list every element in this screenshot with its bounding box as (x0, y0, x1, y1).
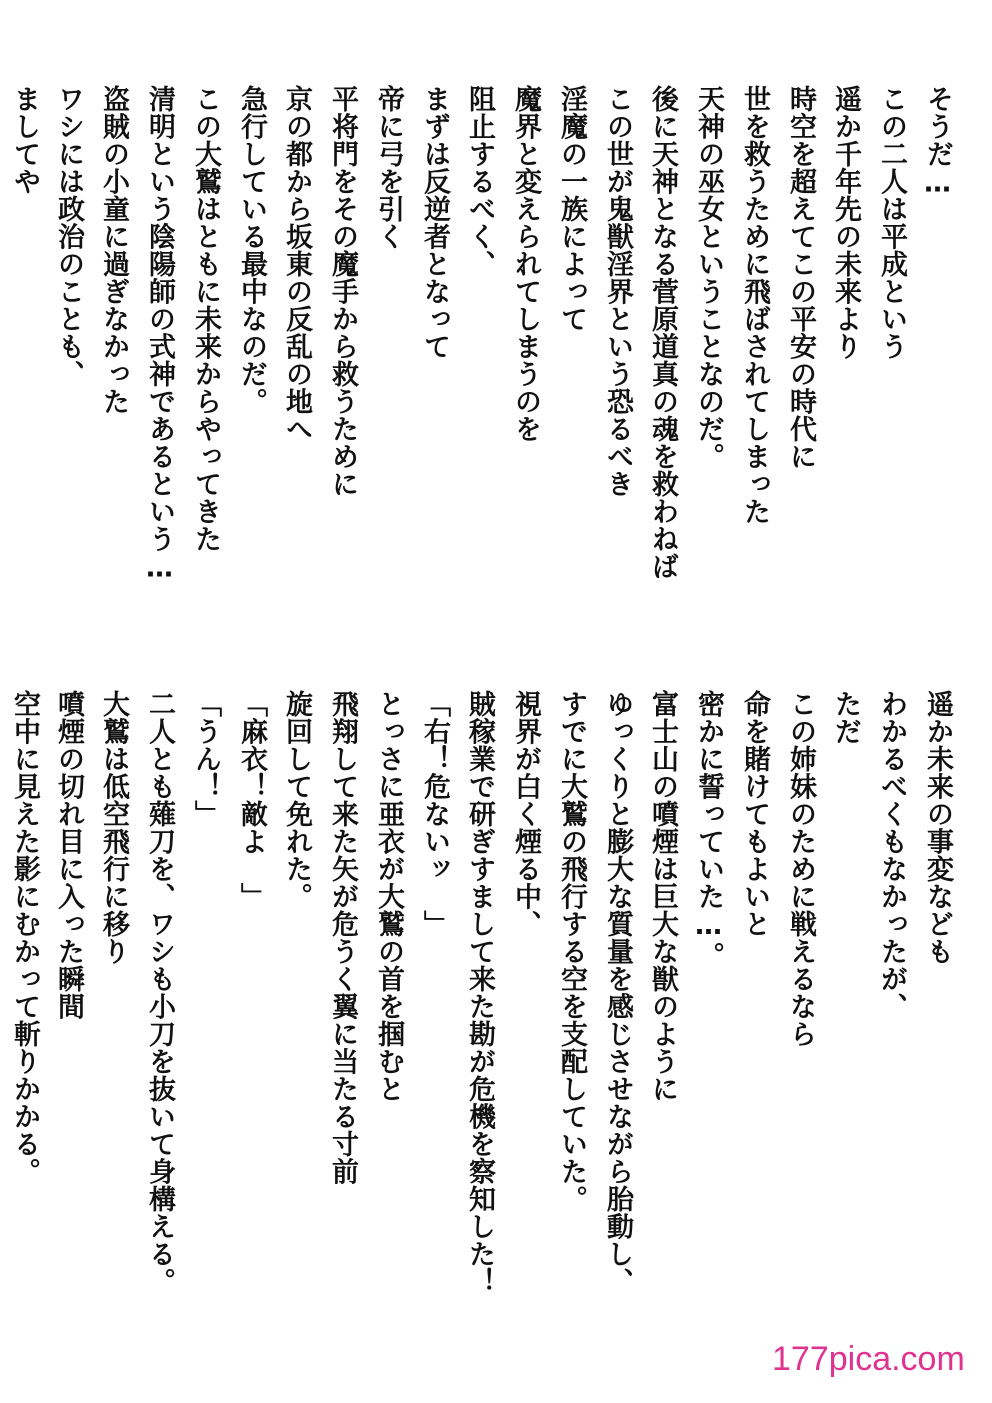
text-column: 飛翔して来た矢が危うく翼に当たる寸前 (327, 690, 358, 1185)
text-column: 遥か未来の事変なども (922, 690, 953, 965)
text-column: 後に天神となる菅原道真の魂を救わねば (647, 85, 678, 580)
text-column: 富士山の噴煙は巨大な獣のように (647, 690, 678, 1103)
text-column: 視界が白く煙る中、 (510, 690, 541, 938)
text-column: わかるべくもなかったが、 (876, 690, 907, 1020)
text-column: ワシには政治のことも、 (53, 85, 84, 388)
text-column: 遥か千年先の未来より (830, 85, 861, 360)
text-column: そうだ… (922, 85, 953, 199)
text-column: 賊稼業で研ぎすまして来た勘が危機を察知した！ (464, 690, 495, 1295)
text-column: 平将門をその魔手から救うために (327, 85, 358, 498)
text-column: とっさに亜衣が大鷲の首を掴むと (373, 690, 404, 1103)
text-column: 「右！危ないッ 」 (419, 690, 450, 938)
text-column: ただ (830, 690, 861, 745)
text-column: 時空を超えてこの平安の時代に (785, 85, 816, 470)
text-column: この二人は平成という (876, 85, 907, 360)
text-column: この世が鬼獣淫界という恐るべき (602, 85, 633, 498)
text-column: 魔界と変えられてしまうのを (510, 85, 541, 443)
text-column: ましてや (9, 85, 40, 195)
text-column: 京の都から坂東の反乱の地へ (281, 85, 312, 443)
text-column: 淫魔の一族によって (556, 85, 587, 333)
text-column: 盗賊の小童に過ぎなかった (98, 85, 129, 415)
text-column: 二人とも薙刀を、ワシも小刀を抜いて身構える。 (144, 690, 175, 1295)
text-column: この大鷲はともに未来からやってきた (190, 85, 221, 553)
text-column: 大鷲は低空飛行に移り (98, 690, 129, 965)
text-column: 世を救うために飛ばされてしまった (739, 85, 770, 525)
text-column: 「麻衣！敵よ 」 (236, 690, 267, 910)
text-column: 清明という陰陽師の式神であるという… (144, 85, 175, 584)
text-column: 帝に弓を引く (373, 85, 404, 250)
site-watermark: 177pica.com (772, 1340, 965, 1378)
text-column: この姉妹のために戦えるなら (785, 690, 816, 1048)
text-column: 「うん！」 (190, 690, 221, 828)
text-column: 急行している最中なのだ。 (236, 85, 267, 415)
text-column: 天神の巫女ということなのだ。 (693, 85, 724, 470)
text-column: ゆっくりと膨大な質量を感じさせながら胎動し、 (602, 690, 633, 1295)
text-column: 旋回して免れた。 (281, 690, 312, 910)
text-column: まずは反逆者となって (419, 85, 450, 360)
text-column: 噴煙の切れ目に入った瞬間 (53, 690, 84, 1020)
text-column: 阻止するべく、 (464, 85, 495, 278)
text-column: すでに大鷲の飛行する空を支配していた。 (556, 690, 587, 1213)
text-column: 命を賭けてもよいと (739, 690, 770, 938)
text-column: 密かに誓っていた…。 (693, 690, 724, 969)
text-column: 空中に見えた影にむかって斬りかかる。 (9, 690, 40, 1185)
